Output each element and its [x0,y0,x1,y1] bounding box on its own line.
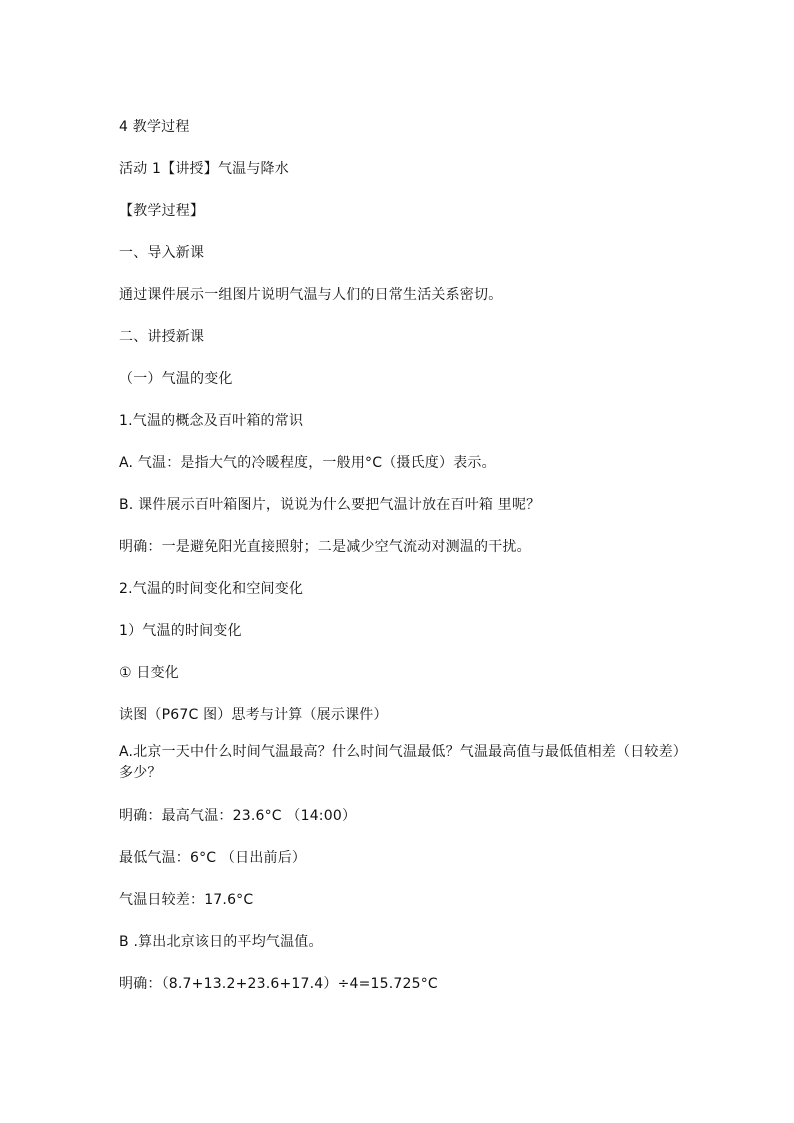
subsection-heading: （一）气温的变化 [119,371,233,387]
lecture-heading: 二、讲授新课 [119,329,205,345]
reading-instruction: 读图（P67C 图）思考与计算（展示课件） [119,707,388,723]
question-b: B .算出北京该日的平均气温值。 [119,934,323,950]
activity-title: 活动 1【讲授】气温与降水 [119,161,289,177]
question-a: A.北京一天中什么时间气温最高？什么时间气温最低？气温最高值与最低值相差（日较差）多少？ [119,744,687,781]
intro-paragraph: 通过课件展示一组图片说明气温与人们的日常生活关系密切。 [119,287,503,303]
intro-heading: 一、导入新课 [119,245,205,261]
topic-heading-1: 1.气温的概念及百叶箱的常识 [119,413,304,429]
clarification-1: 明确：一是避免阳光直接照射；二是减少空气流动对测温的干扰。 [119,539,531,555]
paragraph-b: B. 课件展示百叶箱图片，说说为什么要把气温计放在百叶箱 里呢？ [119,497,541,513]
daily-variation-heading: ① 日变化 [119,665,180,681]
max-temperature-line: 明确：最高气温：23.6°C （14:00） [119,808,357,824]
time-variation-heading: 1）气温的时间变化 [119,623,242,639]
teaching-process-label: 【教学过程】 [119,203,205,219]
section-heading: 4 教学过程 [119,119,190,135]
paragraph-a: A. 气温：是指大气的冷暖程度，一般用°C（摄氏度）表示。 [119,455,496,471]
min-temperature-line: 最低气温：6°C （日出前后） [119,850,307,866]
average-calculation-line: 明确：（8.7+13.2+23.6+17.4）÷4=15.725°C [119,976,438,992]
topic-heading-2: 2.气温的时间变化和空间变化 [119,581,304,597]
daily-range-line: 气温日较差：17.6°C [119,892,254,908]
